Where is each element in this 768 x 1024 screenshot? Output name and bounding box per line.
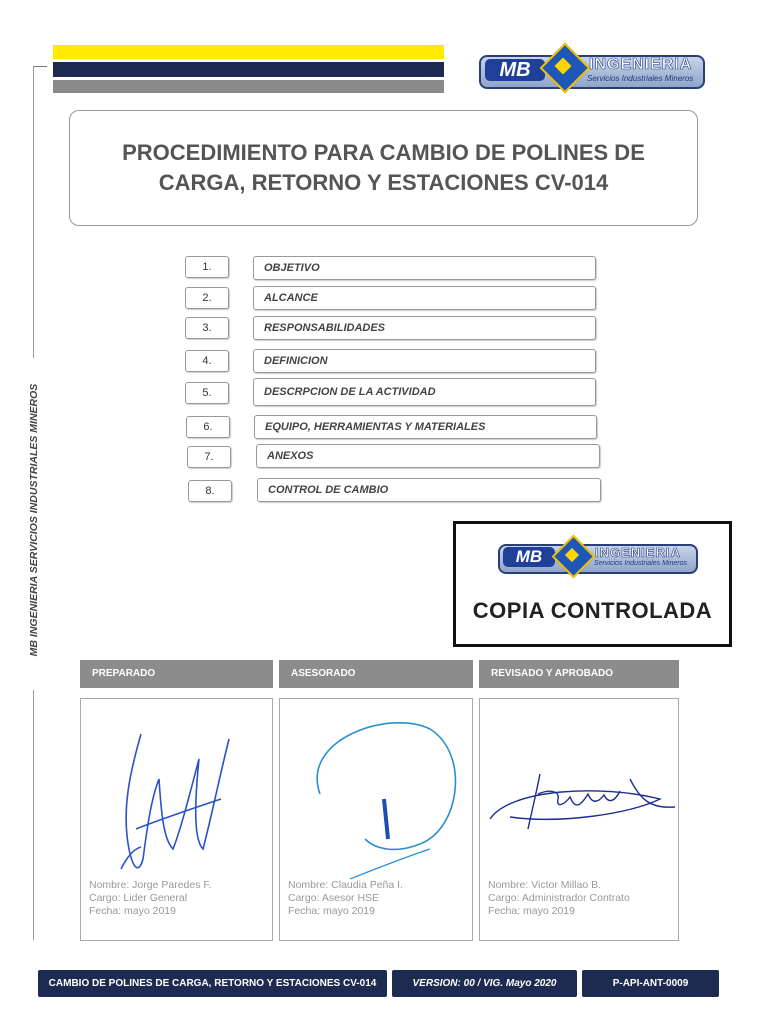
stamp-logo bbox=[498, 532, 698, 582]
header-bar-yellow bbox=[53, 45, 444, 59]
controlled-copy-stamp bbox=[453, 521, 732, 647]
toc-item-control-cambio[interactable]: CONTROL DE CAMBIO bbox=[257, 478, 601, 502]
stamp-text: COPIA CONTROLADA bbox=[472, 598, 713, 623]
header-bar-gray bbox=[53, 80, 444, 93]
signer-role: Cargo: Administrador Contrato bbox=[488, 892, 630, 904]
signer-role: Cargo: Asesor HSE bbox=[288, 892, 380, 904]
toc-number: 4. bbox=[185, 350, 229, 372]
signer-name: Nombre: Jorge Paredes F. bbox=[89, 879, 212, 891]
toc-number: 5. bbox=[185, 382, 229, 404]
footer-version: VERSION: 00 / VIG. Mayo 2020 bbox=[392, 970, 577, 997]
side-company-text: MB INGENIERIA SERVICIOS INDUSTRIALES MINEROS bbox=[28, 383, 40, 657]
signer-name: Nombre: Victor Millao B. bbox=[488, 879, 602, 891]
side-line-upper bbox=[33, 66, 34, 358]
stamp-logo-subtitle: Servicios Industriales Mineros bbox=[594, 560, 687, 567]
toc-item-descripcion[interactable]: DESCRPCION DE LA ACTIVIDAD bbox=[253, 378, 596, 406]
toc-number: 2. bbox=[185, 287, 229, 309]
signature-header-revisado: REVISADO Y APROBADO bbox=[479, 660, 679, 688]
stamp-logo-initials: MB bbox=[503, 547, 555, 567]
document-title bbox=[122, 138, 645, 198]
header-bar-navy bbox=[53, 62, 444, 77]
signer-date: Fecha: mayo 2019 bbox=[488, 905, 575, 917]
signature-box-preparado bbox=[80, 698, 273, 941]
toc-item-responsabilidades[interactable]: RESPONSABILIDADES bbox=[253, 316, 596, 340]
signer-date: Fecha: mayo 2019 bbox=[288, 905, 375, 917]
toc-number: 8. bbox=[188, 480, 232, 502]
signer-role: Cargo: Lider General bbox=[89, 892, 188, 904]
toc-item-alcance[interactable]: ALCANCE bbox=[253, 286, 596, 310]
logo-name: INGENIERIA bbox=[589, 56, 693, 73]
toc-number: 6. bbox=[186, 416, 230, 438]
stamp-logo-name: INGENIERIA bbox=[595, 545, 681, 560]
document-title-line1: PROCEDIMIENTO PARA CAMBIO DE POLINES DE bbox=[122, 140, 645, 165]
signature-header-asesorado: ASESORADO bbox=[279, 660, 473, 688]
signature-header-preparado: PREPARADO bbox=[80, 660, 273, 688]
toc-number: 3. bbox=[185, 317, 229, 339]
side-line-top bbox=[33, 66, 47, 67]
signer-date: Fecha: mayo 2019 bbox=[89, 905, 176, 917]
document-title-box bbox=[69, 110, 698, 226]
toc-item-anexos[interactable]: ANEXOS bbox=[256, 444, 600, 468]
toc-number: 1. bbox=[185, 256, 229, 278]
company-logo bbox=[479, 42, 705, 98]
toc-number: 7. bbox=[187, 446, 231, 468]
toc-item-objetivo[interactable]: OBJETIVO bbox=[253, 256, 596, 280]
side-line-lower bbox=[33, 690, 34, 940]
footer-document-name: CAMBIO DE POLINES DE CARGA, RETORNO Y ESTACIONES CV-014 bbox=[38, 970, 387, 997]
document-title-line2: CARGA, RETORNO Y ESTACIONES CV-014 bbox=[158, 170, 609, 195]
logo-subtitle: Servicios Industriales Mineros bbox=[587, 74, 694, 83]
toc-item-equipo[interactable]: EQUIPO, HERRAMIENTAS Y MATERIALES bbox=[254, 415, 597, 439]
signer-name: Nombre: Claudia Peña I. bbox=[288, 879, 403, 891]
footer-code: P-API-ANT-0009 bbox=[582, 970, 719, 997]
signature-box-asesorado bbox=[279, 698, 473, 941]
signature-box-revisado bbox=[479, 698, 679, 941]
toc-item-definicion[interactable]: DEFINICION bbox=[253, 349, 596, 373]
logo-initials: MB bbox=[485, 59, 545, 81]
